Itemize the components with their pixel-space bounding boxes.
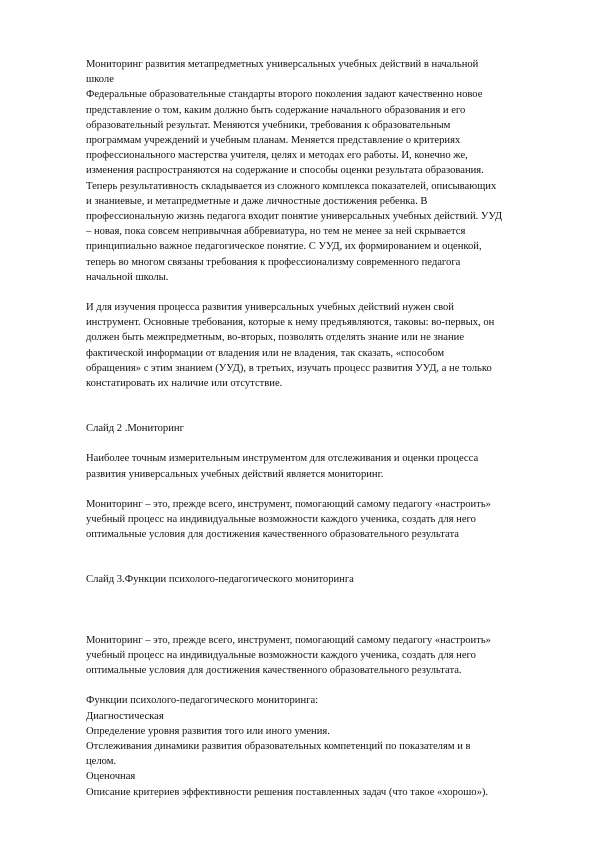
text-line: школе (86, 74, 114, 86)
text-line: констатировать их наличие или отсутствие. (86, 378, 283, 390)
text-line: образовательный результат. Меняются учебники, требования к образовательным (86, 119, 451, 131)
text-line: изменения распространяются на содержание и способы оценки результата образования. (86, 165, 484, 177)
monitoring-definition-paragraph (86, 497, 556, 543)
text-line: Мониторинг развития метапредметных универсальных учебных действий в начальной (86, 59, 479, 70)
text-line: Мониторинг – это, прежде всего, инструмент, помогающий самому педагогу «настроить» (86, 634, 491, 646)
spacer (86, 482, 556, 497)
spacer (86, 678, 556, 693)
text-line: фактической информации от владения или не владения, так сказать, «способом (86, 347, 445, 359)
slide-3-heading (86, 572, 556, 587)
text-line: обращения» с этим знанием (УУД), в третьих, изучать процесс развития УУД, а не только (86, 362, 492, 374)
heading-text: Слайд 3.Функции психолого-педагогического мониторинга (86, 574, 354, 586)
text-line: Теперь результативность складывается из сложного комплекса показателей, описывающих (86, 180, 497, 192)
spacer (86, 285, 556, 300)
text-line: Отслеживания динамики развития образовательных компетенций по показателям и в (86, 740, 471, 752)
text-line: развития универсальных учебных действий является мониторинг. (86, 468, 384, 480)
text-line: должен быть межпредметным, во-вторых, позволять отделять знание или не знание (86, 332, 465, 344)
text-line: теперь во многом связаны требования к профессионализму современного педагога (86, 256, 461, 268)
text-line: и знаниевые, и метапредметные и даже личностные достижения ребенка. В (86, 195, 428, 207)
text-line: Наиболее точным измерительным инструментом для отслеживания и оценки процесса (86, 453, 479, 465)
text-line: профессиональную жизнь педагога входит понятие универсальных учебных действий. УУД (86, 211, 503, 223)
spacer (86, 588, 556, 633)
monitoring-definition-repeat-paragraph (86, 633, 556, 679)
text-line: оптимальные условия для достижения качественного образовательного результата. (86, 665, 462, 677)
text-line: Мониторинг – это, прежде всего, инструмент, помогающий самому педагогу «настроить» (86, 498, 491, 510)
text-line: начальной школы. (86, 271, 169, 283)
heading-text: Слайд 2 .Мониторинг (86, 423, 184, 435)
spacer (86, 542, 556, 572)
text-line: Диагностическая (86, 710, 164, 722)
text-line: программам учреждений и учебным планам. Меняется представление о критериях (86, 135, 461, 147)
text-line: профессионального мастерства учителя, целях и методах его работы. И, конечно же, (86, 150, 468, 162)
text-line: Определение уровня развития того или иного умения. (86, 725, 330, 737)
text-line: инструмент. Основные требования, которые к нему предъявляются, таковы: во-первых, он (86, 317, 495, 329)
text-line: представление о том, каким должно быть содержание начального образования и его (86, 104, 466, 116)
text-line: принципиально важное педагогическое понятие. С УУД, их формированием и оценкой, (86, 241, 482, 253)
text-line: оптимальные условия для достижения качественного образовательного результата (86, 529, 459, 541)
slide-2-heading (86, 421, 556, 436)
intro-paragraph (86, 57, 556, 285)
text-line: целом. (86, 756, 117, 768)
document-body (86, 57, 556, 800)
text-line: Описание критериев эффективности решения поставленных задач (что такое «хорошо»). (86, 786, 489, 798)
functions-list (86, 693, 556, 799)
measurement-paragraph (86, 451, 556, 481)
text-line: Функции психолого-педагогического мониторинга: (86, 695, 319, 707)
instrument-paragraph (86, 300, 556, 391)
text-line: Федеральные образовательные стандарты второго поколения задают качественно новое (86, 89, 483, 101)
spacer (86, 436, 556, 451)
text-line: учебный процесс на индивидуальные возможности каждого ученика, создать для него (86, 649, 476, 661)
text-line: И для изучения процесса развития универсальных учебных действий нужен свой (86, 302, 454, 314)
spacer (86, 391, 556, 421)
text-line: учебный процесс на индивидуальные возможности каждого ученика, создать для него (86, 514, 476, 526)
text-line: – новая, пока совсем непривычная аббревиатура, но тем не менее за ней скрывается (86, 226, 466, 238)
text-line: Оценочная (86, 771, 136, 783)
